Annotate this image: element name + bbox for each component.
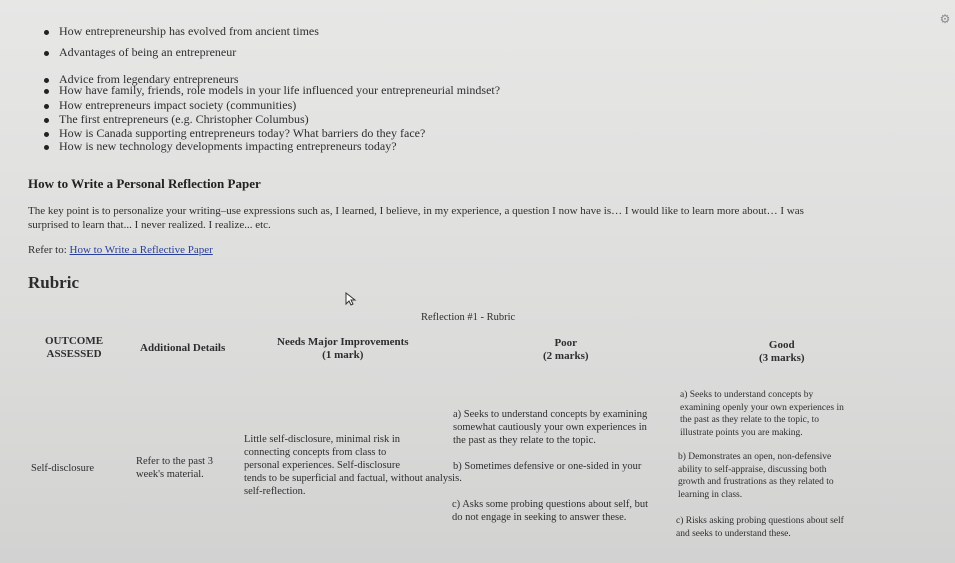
section-heading: How to Write a Personal Reflection Paper <box>28 176 261 191</box>
bullet-icon <box>44 89 49 94</box>
header-good: Good (3 marks) <box>759 339 805 364</box>
list-item: How entrepreneurs impact society (communities) <box>44 98 296 113</box>
row-poor-a: a) Seeks to understand concepts by examining somewhat cautiously your own experiences in the past as they relate to the topic. <box>453 409 648 446</box>
row-additional-details: Refer to the past 3 week's material. <box>136 456 213 480</box>
rubric-heading: Rubric <box>28 273 79 292</box>
mouse-pointer-icon <box>345 292 357 306</box>
header-poor: Poor (2 marks) <box>543 337 589 362</box>
list-item: How is new technology developments impacting entrepreneurs today? <box>44 139 397 154</box>
list-item: Advice from legendary entrepreneurs <box>44 72 239 87</box>
section-paragraph-line-1: The key point is to personalize your writing–use expressions such as, I learned, I believe, in my experience, a question I now have is… I would like to learn more about… I was <box>28 205 804 217</box>
row-needs-major-improvements: Little self-disclosure, minimal risk in connecting concepts from class to personal experiences. Self-disclosure tends to be superficial and factual, without analysis. self-reflection. <box>244 434 462 497</box>
refer-line <box>28 244 213 256</box>
section-paragraph-line-2: surprised to learn that... I never realized. I realize... etc. <box>28 219 271 231</box>
row-outcome-self-disclosure: Self-disclosure <box>31 463 94 474</box>
settings-icon[interactable]: ⚙ <box>939 12 951 26</box>
row-good-a: a) Seeks to understand concepts by examining openly your own experiences in the past as they relate to the topic, to illustrate points you are making. <box>680 390 844 438</box>
bullet-icon <box>44 30 49 35</box>
reflective-paper-link[interactable]: How to Write a Reflective Paper <box>69 244 213 256</box>
bullet-icon <box>44 132 49 137</box>
row-poor-b: b) Sometimes defensive or one-sided in your <box>453 461 642 472</box>
bullet-icon <box>44 145 49 150</box>
row-good-b: b) Demonstrates an open, non-defensive ability to self-appraise, discussing both growth and frustrations as they related to learning in class. <box>678 452 834 500</box>
bullet-icon <box>44 104 49 109</box>
list-item: Advantages of being an entrepreneur <box>44 45 236 60</box>
rubric-table-title: Reflection #1 - Rubric <box>421 312 516 323</box>
row-poor-c: c) Asks some probing questions about self, but do not engage in seeking to answer these. <box>452 499 648 523</box>
list-item: How is Canada supporting entrepreneurs today? What barriers do they face? <box>44 126 425 141</box>
bullet-icon <box>44 118 49 123</box>
header-additional-details: Additional Details <box>140 342 226 354</box>
header-needs-major-improvements: Needs Major Improvements (1 mark) <box>277 336 409 361</box>
bullet-icon <box>44 78 49 83</box>
list-item: How have family, friends, role models in your life influenced your entrepreneurial mindset? <box>44 83 500 98</box>
row-good-c: c) Risks asking probing questions about self and seeks to understand these. <box>676 516 844 539</box>
header-outcome: OUTCOME ASSESSED <box>45 335 104 360</box>
refer-label: Refer to: <box>28 244 67 256</box>
bullet-icon <box>44 51 49 56</box>
list-item: How entrepreneurship has evolved from ancient times <box>44 24 319 39</box>
list-item: The first entrepreneurs (e.g. Christopher Columbus) <box>44 112 309 127</box>
